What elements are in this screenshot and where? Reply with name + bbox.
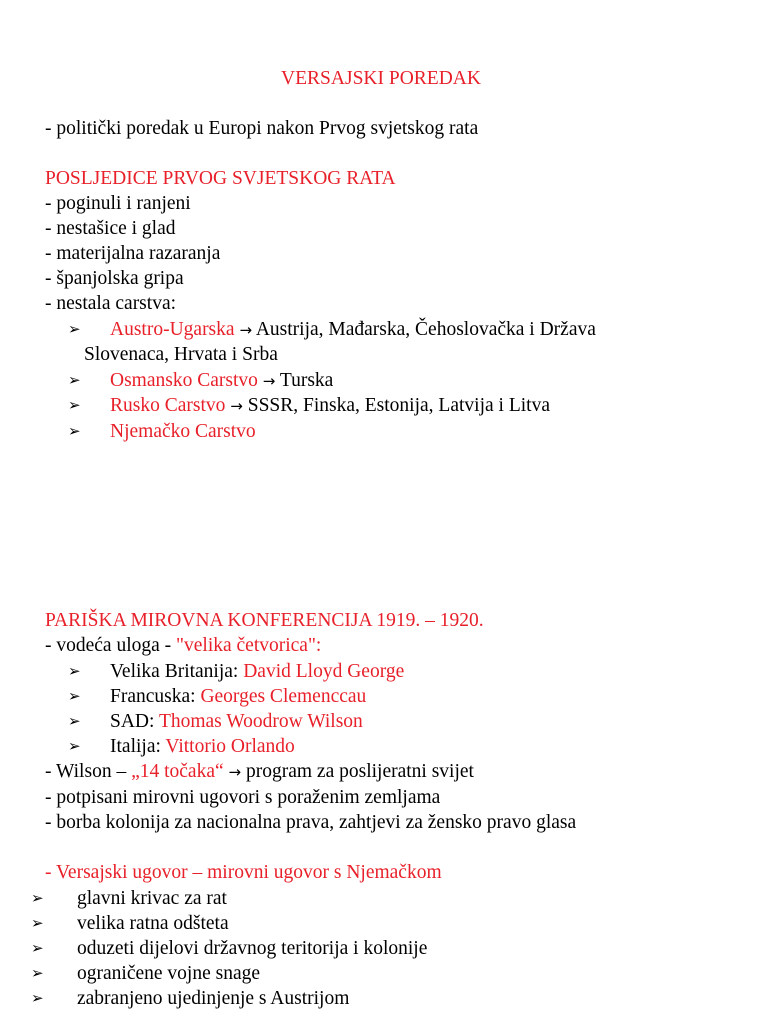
fourteen-points-label: „14 točaka“ [131, 761, 224, 782]
empire-result-continuation: Slovenaca, Hrvata i Srba [84, 344, 278, 365]
arrow-bullet-icon: ➢ [68, 712, 81, 730]
empire-name: Osmansko Carstvo [110, 370, 258, 391]
country-label: Velika Britanija: [110, 661, 244, 682]
big-four-item [110, 734, 295, 759]
arrow-bullet-icon: ➢ [31, 964, 44, 982]
lead-role-line [45, 633, 321, 658]
leader-name: Thomas Woodrow Wilson [158, 711, 363, 732]
empire-line [110, 419, 256, 444]
leader-name: Georges Clemenccau [200, 686, 367, 707]
treaty-item: zabranjeno ujedinjenje s Austrijom [77, 988, 350, 1009]
country-label: SAD: [110, 711, 159, 732]
leader-name: David Lloyd George [243, 661, 405, 682]
right-arrow-icon: → [230, 397, 243, 415]
arrow-bullet-icon: ➢ [68, 320, 81, 338]
list-item: - poginuli i ranjeni [45, 193, 191, 214]
wilson-suffix: program za poslijeratni svijet [241, 761, 474, 782]
empire-name: Rusko Carstvo [110, 395, 226, 416]
empire-line [110, 317, 596, 343]
section-heading-versailles-treaty: - Versajski ugovor – mirovni ugovor s Njemačkom [45, 862, 442, 883]
document-title: VERSAJSKI POREDAK [281, 68, 481, 89]
leader-name: Vittorio Orlando [165, 736, 295, 757]
right-arrow-icon: → [228, 763, 242, 781]
right-arrow-icon: → [239, 321, 253, 339]
arrow-bullet-icon: ➢ [31, 989, 44, 1007]
empire-line [110, 393, 550, 419]
list-item: - potpisani mirovni ugovori s poraženim zemljama [45, 787, 441, 808]
arrow-bullet-icon: ➢ [31, 939, 44, 957]
arrow-bullet-icon: ➢ [68, 662, 81, 680]
intro-line: - politički poredak u Europi nakon Prvog svjetskog rata [45, 118, 479, 139]
list-item: - nestala carstva: [45, 293, 177, 314]
treaty-item: glavni krivac za rat [77, 888, 227, 909]
arrow-bullet-icon: ➢ [31, 889, 44, 907]
list-item: - borba kolonija za nacionalna prava, zahtjevi za žensko pravo glasa [45, 812, 577, 833]
treaty-item: oduzeti dijelovi državnog teritorija i kolonije [77, 938, 428, 959]
arrow-bullet-icon: ➢ [68, 371, 81, 389]
lead-role-prefix: - vodeća uloga - [45, 635, 177, 656]
wilson-line [45, 759, 474, 785]
section-heading-paris-conference: PARIŠKA MIROVNA KONFERENCIJA 1919. – 1920. [45, 610, 484, 631]
list-item: - španjolska gripa [45, 268, 184, 289]
arrow-bullet-icon: ➢ [68, 687, 81, 705]
wilson-prefix: - Wilson – [45, 761, 132, 782]
big-four-item [110, 684, 366, 709]
treaty-item: ograničene vojne snage [77, 963, 261, 984]
list-item: - nestašice i glad [45, 218, 176, 239]
arrow-bullet-icon: ➢ [68, 422, 81, 440]
list-item: - materijalna razaranja [45, 243, 221, 264]
section-heading-consequences: POSLJEDICE PRVOG SVJETSKOG RATA [45, 168, 396, 189]
big-four-label: "velika četvorica": [176, 635, 322, 656]
empire-name: Njemačko Carstvo [110, 421, 256, 442]
treaty-item: velika ratna odšteta [77, 913, 229, 934]
arrow-bullet-icon: ➢ [68, 396, 81, 414]
empire-result: Turska [279, 370, 334, 391]
big-four-item [110, 659, 404, 684]
right-arrow-icon: → [262, 372, 276, 390]
big-four-item [110, 709, 363, 734]
country-label: Francuska: [110, 686, 201, 707]
arrow-bullet-icon: ➢ [31, 914, 44, 932]
arrow-bullet-icon: ➢ [68, 737, 81, 755]
empire-line [110, 368, 333, 394]
empire-result: Austrija, Mađarska, Čehoslovačka i Država [255, 319, 596, 340]
empire-result: SSSR, Finska, Estonija, Latvija i Litva [247, 395, 550, 416]
country-label: Italija: [110, 736, 166, 757]
empire-name: Austro-Ugarska [110, 319, 235, 340]
